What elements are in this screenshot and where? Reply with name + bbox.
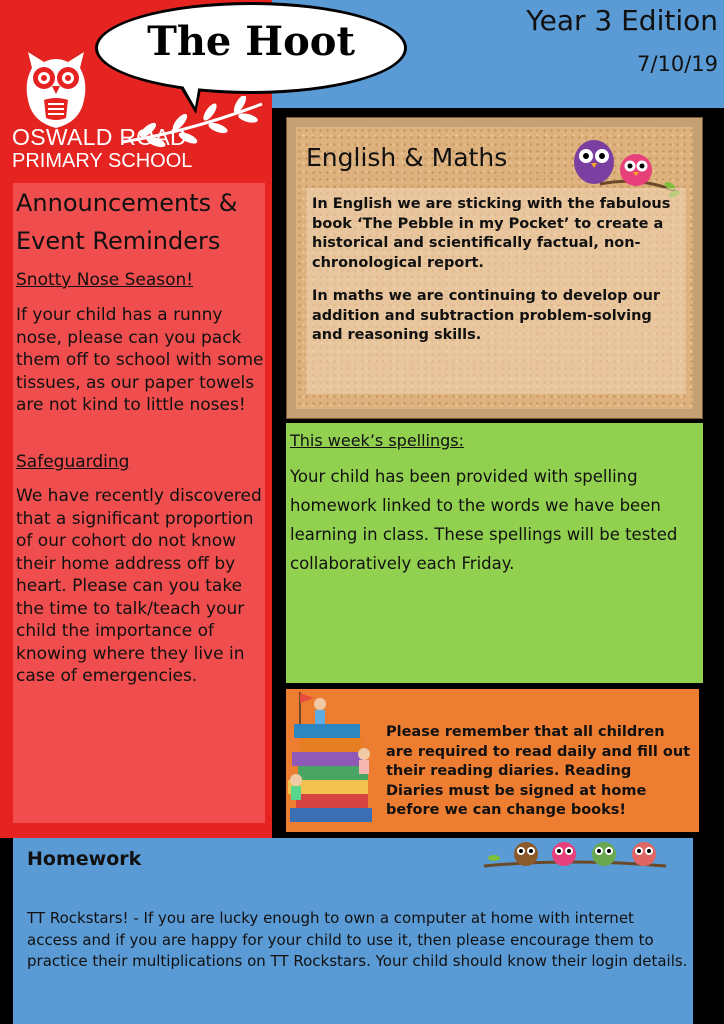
- english-maths-title: English & Maths: [306, 143, 508, 172]
- school-name-line1: OSWALD ROAD: [12, 124, 187, 150]
- homework-title: Homework: [27, 848, 142, 870]
- snotty-nose-text: If your child has a runny nose, please can you pack them off to school with some tissues, as our paper towels are not kind to little noses!: [16, 305, 264, 415]
- maths-text: In maths we are continuing to develop our addition and subtraction problem-solving and reasoning skills.: [312, 288, 661, 343]
- reading-text: Please remember that all children are required to read daily and fill out their reading diaries. Reading Diaries must be signed at home before we can change books!: [386, 724, 691, 818]
- safeguarding-heading: Safeguarding: [16, 452, 130, 472]
- announcements-title: Announcements & Event Reminders: [16, 189, 238, 255]
- issue-date: 7/10/19: [637, 52, 718, 76]
- owls-row-icon: [480, 836, 670, 874]
- newsletter-title: The Hoot: [147, 18, 355, 65]
- english-text: In English we are sticking with the fabulous book ‘The Pebble in my Pocket’ to create a historical and scientifically factual, non-chronological report.: [312, 196, 671, 271]
- homework-text: TT Rockstars! - If you are lucky enough to own a computer at home with internet access and if you are happy for your child to use it, then please encourage them to practice their multiplications on TT Rockstars. Your child should know their login details.: [27, 909, 688, 970]
- school-name-line2: PRIMARY SCHOOL: [12, 150, 193, 172]
- snotty-nose-heading: Snotty Nose Season!: [16, 270, 194, 290]
- book-stack-children-icon: [282, 690, 378, 832]
- spellings-text: Your child has been provided with spelling homework linked to the words we have been learning in class. These spellings will be tested collaboratively each Friday.: [290, 467, 678, 573]
- owl-logo-icon: [22, 48, 90, 130]
- spellings-heading: This week’s spellings:: [290, 431, 465, 450]
- edition-label: Year 3 Edition: [526, 4, 718, 37]
- safeguarding-text: We have recently discovered that a significant proportion of our cohort do not know their home address off by heart. Please can you take the time to talk/teach your child the importance of knowing where they live in case of emergencies.: [16, 486, 262, 686]
